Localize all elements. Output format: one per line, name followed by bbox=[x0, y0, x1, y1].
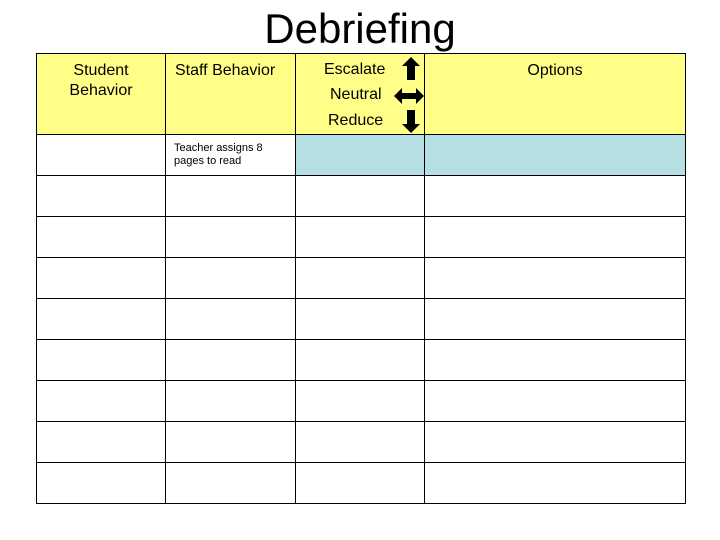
table-cell bbox=[296, 217, 425, 258]
table-cell bbox=[296, 340, 425, 381]
table-cell bbox=[166, 258, 296, 299]
left-right-arrow-icon bbox=[394, 86, 424, 106]
table-cell bbox=[37, 299, 166, 340]
table-cell bbox=[296, 463, 425, 504]
table-row bbox=[37, 258, 686, 299]
table-cell bbox=[37, 176, 166, 217]
student-behavior-header bbox=[37, 54, 166, 135]
table-cell bbox=[425, 381, 686, 422]
table-cell bbox=[425, 135, 686, 176]
table-cell bbox=[166, 135, 296, 176]
neutral-label: Neutral bbox=[330, 86, 382, 103]
table-cell bbox=[425, 299, 686, 340]
table-cell bbox=[166, 299, 296, 340]
page-title: Debriefing bbox=[264, 5, 456, 52]
table-row bbox=[37, 176, 686, 217]
table-cell bbox=[425, 340, 686, 381]
table-cell bbox=[166, 381, 296, 422]
table-cell bbox=[296, 381, 425, 422]
reduce-label: Reduce bbox=[328, 112, 384, 129]
table-cell bbox=[166, 176, 296, 217]
table-cell bbox=[296, 135, 425, 176]
staff-behavior-header bbox=[166, 54, 296, 135]
table-cell bbox=[425, 217, 686, 258]
table-cell bbox=[296, 422, 425, 463]
table-row bbox=[37, 135, 686, 176]
table-cell bbox=[425, 422, 686, 463]
table-cell bbox=[37, 463, 166, 504]
table-cell bbox=[425, 258, 686, 299]
table-cell bbox=[37, 340, 166, 381]
escalate-label: Escalate bbox=[324, 61, 386, 78]
table-row bbox=[37, 299, 686, 340]
header-row bbox=[37, 54, 686, 135]
table-cell bbox=[425, 463, 686, 504]
table-cell bbox=[166, 217, 296, 258]
table-row bbox=[37, 422, 686, 463]
table-row bbox=[37, 381, 686, 422]
table-cell bbox=[37, 422, 166, 463]
table-cell bbox=[296, 299, 425, 340]
table-cell bbox=[37, 135, 166, 176]
table-cell bbox=[166, 340, 296, 381]
student-behavior-label: Student Behavior bbox=[69, 62, 133, 99]
escalation-header bbox=[296, 54, 425, 135]
table-row bbox=[37, 340, 686, 381]
table-cell bbox=[425, 176, 686, 217]
table-cell bbox=[37, 258, 166, 299]
table-row bbox=[37, 217, 686, 258]
table-cell bbox=[166, 422, 296, 463]
debriefing-table bbox=[36, 53, 686, 504]
staff-behavior-label: Staff Behavior bbox=[175, 62, 276, 79]
table-cell bbox=[37, 217, 166, 258]
table-row bbox=[37, 463, 686, 504]
options-label: Options bbox=[527, 62, 583, 79]
table-cell bbox=[296, 176, 425, 217]
up-arrow-icon bbox=[401, 57, 421, 81]
options-header bbox=[425, 54, 686, 135]
down-arrow-icon bbox=[401, 110, 421, 134]
table-cell bbox=[166, 463, 296, 504]
table-cell bbox=[37, 381, 166, 422]
table-cell bbox=[296, 258, 425, 299]
staff-behavior-entry: Teacher assigns 8 pages to read bbox=[174, 142, 263, 167]
